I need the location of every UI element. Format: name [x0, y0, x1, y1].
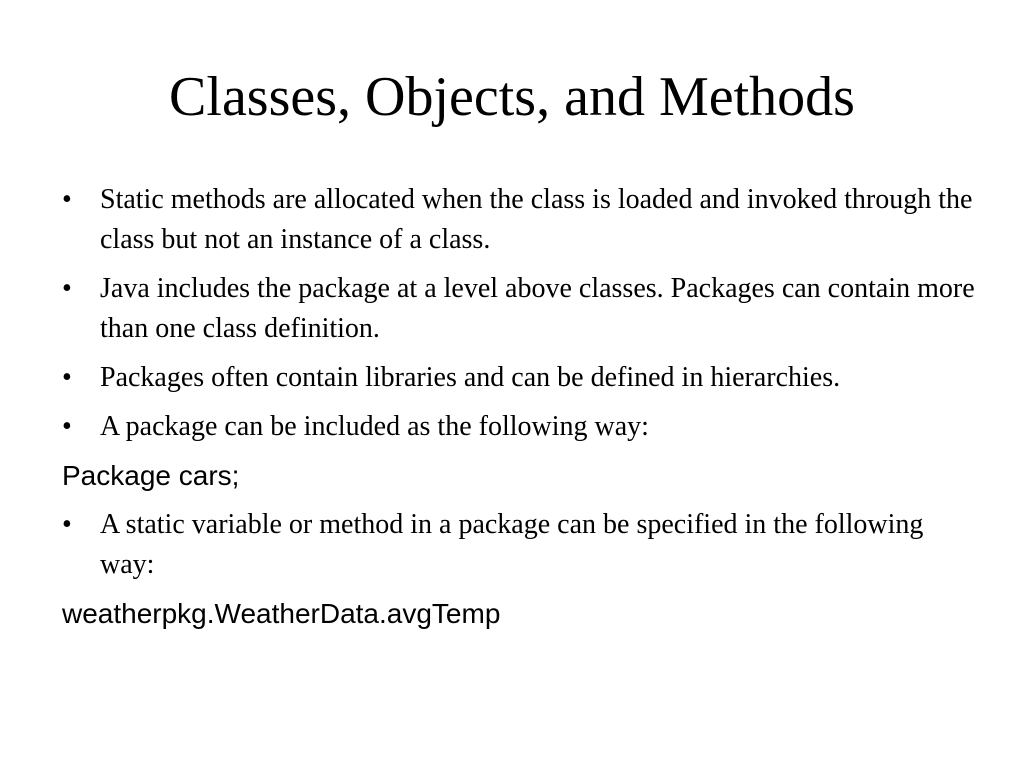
code-example: Package cars;: [62, 460, 240, 491]
bullet-item: [62, 269, 982, 349]
bullet-text: A package can be included as the following way:: [100, 411, 649, 442]
bullet-text: Packages often contain libraries and can be defined in hierarchies.: [100, 362, 841, 393]
bullet-icon: •: [62, 509, 72, 540]
bullet-text: A static variable or method in a package can be specified in the following way:: [100, 509, 924, 580]
slide-title: Classes, Objects, and Methods: [169, 66, 855, 128]
bullet-item: [62, 407, 982, 447]
bullet-icon: •: [62, 411, 72, 442]
bullet-item: [62, 180, 982, 260]
bullet-icon: •: [62, 273, 72, 304]
bullet-item: [62, 505, 982, 585]
bullet-item: [62, 358, 982, 398]
slide-body: [62, 180, 982, 643]
bullet-text: Java includes the package at a level above classes. Packages can contain more than one class definition.: [100, 273, 975, 344]
bullet-icon: •: [62, 184, 72, 215]
bullet-text: Static methods are allocated when the class is loaded and invoked through the class but not an instance of a class.: [100, 184, 973, 255]
code-example: weatherpkg.WeatherData.avgTemp: [62, 598, 501, 629]
bullet-icon: •: [62, 362, 72, 393]
